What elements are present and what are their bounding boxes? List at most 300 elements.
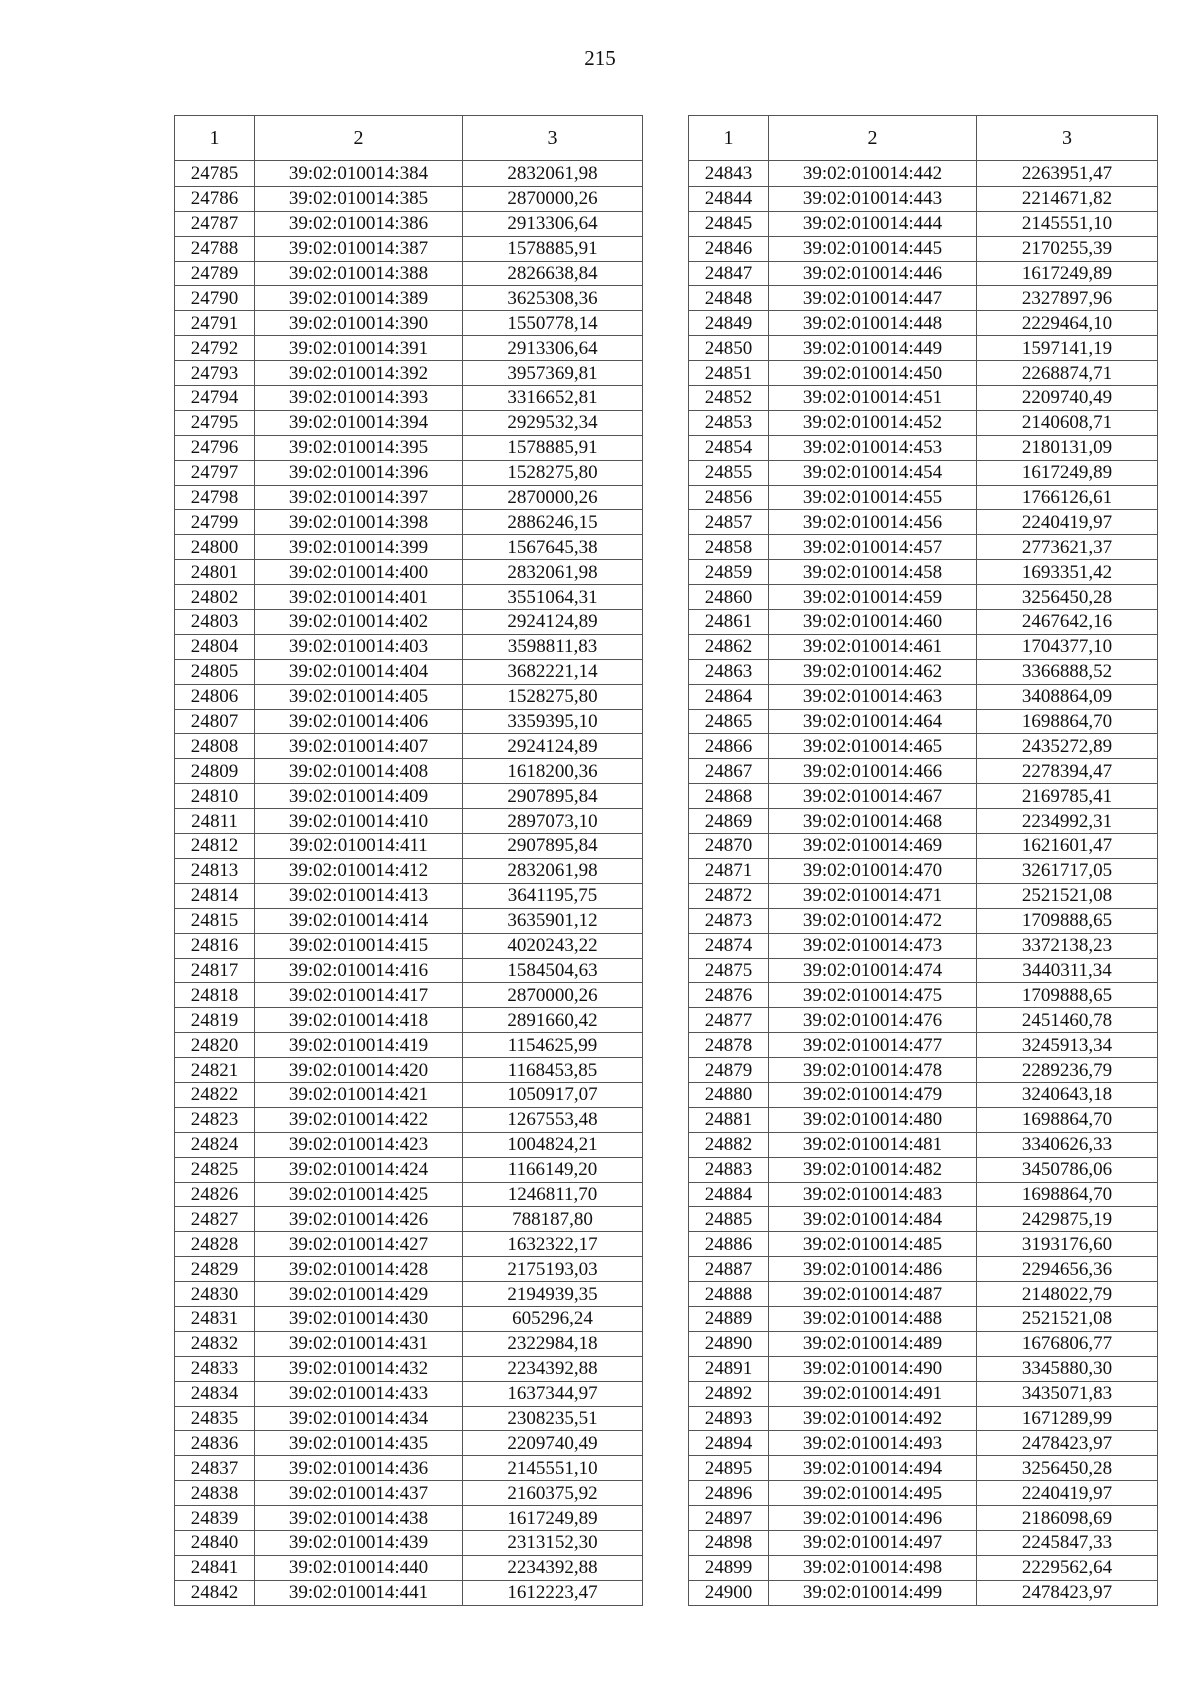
table-row: [175, 1033, 643, 1058]
table-row: [689, 933, 1158, 958]
cadastral-number-cell: 39:02:010014:427: [255, 1232, 463, 1257]
cadastral-number-cell: 39:02:010014:406: [255, 709, 463, 734]
table-row: [689, 1431, 1158, 1456]
cadastral-number-cell: 39:02:010014:431: [255, 1331, 463, 1356]
value-cell: 2435272,89: [977, 734, 1158, 759]
table-row: [689, 186, 1158, 211]
table-row: [175, 1207, 643, 1232]
cadastral-number-cell: 39:02:010014:420: [255, 1058, 463, 1083]
value-cell: 1693351,42: [977, 560, 1158, 585]
value-cell: 3440311,34: [977, 958, 1158, 983]
cadastral-number-cell: 39:02:010014:430: [255, 1306, 463, 1331]
cadastral-number-cell: 39:02:010014:403: [255, 634, 463, 659]
cadastral-number-cell: 39:02:010014:482: [769, 1157, 977, 1182]
value-cell: 3551064,31: [463, 585, 643, 610]
table-row: [689, 435, 1158, 460]
cadastral-number-cell: 39:02:010014:459: [769, 585, 977, 610]
cadastral-number-cell: 39:02:010014:497: [769, 1530, 977, 1555]
value-cell: 1637344,97: [463, 1381, 643, 1406]
row-number-cell: 24889: [689, 1306, 769, 1331]
cadastral-number-cell: 39:02:010014:435: [255, 1431, 463, 1456]
row-number-cell: 24848: [689, 286, 769, 311]
row-number-cell: 24830: [175, 1282, 255, 1307]
row-number-cell: 24786: [175, 186, 255, 211]
row-number-cell: 24802: [175, 585, 255, 610]
table-row: [175, 1182, 643, 1207]
cadastral-number-cell: 39:02:010014:432: [255, 1356, 463, 1381]
cadastral-number-cell: 39:02:010014:493: [769, 1431, 977, 1456]
row-number-cell: 24835: [175, 1406, 255, 1431]
cadastral-number-cell: 39:02:010014:384: [255, 161, 463, 187]
value-cell: 2145551,10: [977, 211, 1158, 236]
cadastral-number-cell: 39:02:010014:419: [255, 1033, 463, 1058]
row-number-cell: 24809: [175, 759, 255, 784]
row-number-cell: 24810: [175, 784, 255, 809]
table-row: [175, 336, 643, 361]
row-number-cell: 24864: [689, 684, 769, 709]
table-row: [175, 684, 643, 709]
row-number-cell: 24872: [689, 883, 769, 908]
row-number-cell: 24884: [689, 1182, 769, 1207]
row-number-cell: 24897: [689, 1506, 769, 1531]
table-row: [689, 634, 1158, 659]
row-number-cell: 24869: [689, 809, 769, 834]
value-cell: 2924124,89: [463, 734, 643, 759]
cadastral-number-cell: 39:02:010014:402: [255, 610, 463, 635]
row-number-cell: 24806: [175, 684, 255, 709]
value-cell: 2289236,79: [977, 1058, 1158, 1083]
table-row: [689, 1257, 1158, 1282]
cadastral-number-cell: 39:02:010014:425: [255, 1182, 463, 1207]
table-row: [175, 1381, 643, 1406]
table-row: [689, 211, 1158, 236]
value-cell: 2240419,97: [977, 510, 1158, 535]
value-cell: 2832061,98: [463, 560, 643, 585]
table-row: [175, 1530, 643, 1555]
value-cell: 2214671,82: [977, 186, 1158, 211]
value-cell: 2907895,84: [463, 784, 643, 809]
cadastral-number-cell: 39:02:010014:398: [255, 510, 463, 535]
value-cell: 2913306,64: [463, 211, 643, 236]
value-cell: 1578885,91: [463, 236, 643, 261]
value-cell: 1617249,89: [977, 261, 1158, 286]
value-cell: 3450786,06: [977, 1157, 1158, 1182]
row-number-cell: 24793: [175, 361, 255, 386]
row-number-cell: 24896: [689, 1481, 769, 1506]
row-number-cell: 24892: [689, 1381, 769, 1406]
table-row: [175, 410, 643, 435]
row-number-cell: 24853: [689, 410, 769, 435]
value-cell: 2180131,09: [977, 435, 1158, 460]
value-cell: 1612223,47: [463, 1580, 643, 1605]
value-cell: 2278394,47: [977, 759, 1158, 784]
table-row: [689, 1530, 1158, 1555]
cadastral-number-cell: 39:02:010014:456: [769, 510, 977, 535]
cadastral-number-cell: 39:02:010014:441: [255, 1580, 463, 1605]
value-cell: 2451460,78: [977, 1008, 1158, 1033]
row-number-cell: 24862: [689, 634, 769, 659]
right-data-table: [688, 115, 1158, 1606]
row-number-cell: 24821: [175, 1058, 255, 1083]
table-row: [689, 1082, 1158, 1107]
cadastral-number-cell: 39:02:010014:416: [255, 958, 463, 983]
row-number-cell: 24851: [689, 361, 769, 386]
value-cell: 1246811,70: [463, 1182, 643, 1207]
row-number-cell: 24819: [175, 1008, 255, 1033]
value-cell: 2913306,64: [463, 336, 643, 361]
row-number-cell: 24890: [689, 1331, 769, 1356]
cadastral-number-cell: 39:02:010014:442: [769, 161, 977, 187]
table-row: [175, 1257, 643, 1282]
table-row: [175, 1282, 643, 1307]
row-number-cell: 24874: [689, 933, 769, 958]
cadastral-number-cell: 39:02:010014:401: [255, 585, 463, 610]
cadastral-number-cell: 39:02:010014:436: [255, 1456, 463, 1481]
value-cell: 2897073,10: [463, 809, 643, 834]
row-number-cell: 24850: [689, 336, 769, 361]
table-row: [175, 610, 643, 635]
cadastral-number-cell: 39:02:010014:490: [769, 1356, 977, 1381]
row-number-cell: 24883: [689, 1157, 769, 1182]
row-number-cell: 24839: [175, 1506, 255, 1531]
row-number-cell: 24894: [689, 1431, 769, 1456]
cadastral-number-cell: 39:02:010014:491: [769, 1381, 977, 1406]
value-cell: 2327897,96: [977, 286, 1158, 311]
cadastral-number-cell: 39:02:010014:489: [769, 1331, 977, 1356]
value-cell: 2263951,47: [977, 161, 1158, 187]
row-number-cell: 24858: [689, 535, 769, 560]
table-row: [175, 908, 643, 933]
table-row: [175, 535, 643, 560]
cadastral-number-cell: 39:02:010014:492: [769, 1406, 977, 1431]
cadastral-number-cell: 39:02:010014:471: [769, 883, 977, 908]
table-row: [689, 1207, 1158, 1232]
value-cell: 3256450,28: [977, 1456, 1158, 1481]
row-number-cell: 24820: [175, 1033, 255, 1058]
value-cell: 605296,24: [463, 1306, 643, 1331]
table-row: [175, 361, 643, 386]
row-number-cell: 24895: [689, 1456, 769, 1481]
cadastral-number-cell: 39:02:010014:408: [255, 759, 463, 784]
cadastral-number-cell: 39:02:010014:429: [255, 1282, 463, 1307]
column-header-2: 2: [769, 116, 977, 161]
table-row: [175, 834, 643, 859]
value-cell: 2234392,88: [463, 1356, 643, 1381]
value-cell: 1617249,89: [463, 1506, 643, 1531]
row-number-cell: 24855: [689, 460, 769, 485]
column-header-3: 3: [977, 116, 1158, 161]
value-cell: 2308235,51: [463, 1406, 643, 1431]
value-cell: 2245847,33: [977, 1530, 1158, 1555]
value-cell: 1528275,80: [463, 460, 643, 485]
cadastral-number-cell: 39:02:010014:446: [769, 261, 977, 286]
table-row: [689, 1381, 1158, 1406]
cadastral-number-cell: 39:02:010014:475: [769, 983, 977, 1008]
cadastral-number-cell: 39:02:010014:424: [255, 1157, 463, 1182]
row-number-cell: 24880: [689, 1082, 769, 1107]
value-cell: 1618200,36: [463, 759, 643, 784]
value-cell: 2478423,97: [977, 1580, 1158, 1605]
cadastral-number-cell: 39:02:010014:423: [255, 1132, 463, 1157]
row-number-cell: 24840: [175, 1530, 255, 1555]
table-row: [689, 1306, 1158, 1331]
table-row: [175, 1107, 643, 1132]
cadastral-number-cell: 39:02:010014:455: [769, 485, 977, 510]
row-number-cell: 24807: [175, 709, 255, 734]
cadastral-number-cell: 39:02:010014:454: [769, 460, 977, 485]
row-number-cell: 24789: [175, 261, 255, 286]
cadastral-number-cell: 39:02:010014:488: [769, 1306, 977, 1331]
row-number-cell: 24823: [175, 1107, 255, 1132]
row-number-cell: 24837: [175, 1456, 255, 1481]
row-number-cell: 24887: [689, 1257, 769, 1282]
cadastral-number-cell: 39:02:010014:468: [769, 809, 977, 834]
cadastral-number-cell: 39:02:010014:451: [769, 386, 977, 411]
row-number-cell: 24833: [175, 1356, 255, 1381]
row-number-cell: 24854: [689, 435, 769, 460]
value-cell: 3598811,83: [463, 634, 643, 659]
value-cell: 1698864,70: [977, 1182, 1158, 1207]
cadastral-number-cell: 39:02:010014:395: [255, 435, 463, 460]
table-row: [175, 759, 643, 784]
value-cell: 1584504,63: [463, 958, 643, 983]
value-cell: 1567645,38: [463, 535, 643, 560]
cadastral-number-cell: 39:02:010014:452: [769, 410, 977, 435]
table-row: [175, 1232, 643, 1257]
cadastral-number-cell: 39:02:010014:407: [255, 734, 463, 759]
table-row: [689, 236, 1158, 261]
cadastral-number-cell: 39:02:010014:396: [255, 460, 463, 485]
cadastral-number-cell: 39:02:010014:417: [255, 983, 463, 1008]
row-number-cell: 24868: [689, 784, 769, 809]
cadastral-number-cell: 39:02:010014:386: [255, 211, 463, 236]
table-row: [175, 634, 643, 659]
cadastral-number-cell: 39:02:010014:426: [255, 1207, 463, 1232]
row-number-cell: 24860: [689, 585, 769, 610]
row-number-cell: 24791: [175, 311, 255, 336]
value-cell: 2891660,42: [463, 1008, 643, 1033]
table-header-row: [175, 116, 643, 161]
value-cell: 1766126,61: [977, 485, 1158, 510]
value-cell: 3372138,23: [977, 933, 1158, 958]
cadastral-number-cell: 39:02:010014:391: [255, 336, 463, 361]
value-cell: 2870000,26: [463, 485, 643, 510]
cadastral-number-cell: 39:02:010014:496: [769, 1506, 977, 1531]
row-number-cell: 24795: [175, 410, 255, 435]
value-cell: 3240643,18: [977, 1082, 1158, 1107]
cadastral-number-cell: 39:02:010014:495: [769, 1481, 977, 1506]
row-number-cell: 24867: [689, 759, 769, 784]
value-cell: 2268874,71: [977, 361, 1158, 386]
table-row: [175, 1008, 643, 1033]
cadastral-number-cell: 39:02:010014:385: [255, 186, 463, 211]
table-row: [175, 186, 643, 211]
value-cell: 2478423,97: [977, 1431, 1158, 1456]
cadastral-number-cell: 39:02:010014:484: [769, 1207, 977, 1232]
row-number-cell: 24785: [175, 161, 255, 187]
table-row: [175, 659, 643, 684]
table-row: [175, 286, 643, 311]
cadastral-number-cell: 39:02:010014:476: [769, 1008, 977, 1033]
table-row: [689, 883, 1158, 908]
value-cell: 3316652,81: [463, 386, 643, 411]
row-number-cell: 24788: [175, 236, 255, 261]
value-cell: 2521521,08: [977, 883, 1158, 908]
cadastral-number-cell: 39:02:010014:494: [769, 1456, 977, 1481]
cadastral-number-cell: 39:02:010014:464: [769, 709, 977, 734]
value-cell: 2194939,35: [463, 1282, 643, 1307]
table-row: [175, 460, 643, 485]
table-row: [689, 336, 1158, 361]
row-number-cell: 24873: [689, 908, 769, 933]
table-row: [689, 1157, 1158, 1182]
cadastral-number-cell: 39:02:010014:444: [769, 211, 977, 236]
row-number-cell: 24885: [689, 1207, 769, 1232]
cadastral-number-cell: 39:02:010014:443: [769, 186, 977, 211]
row-number-cell: 24815: [175, 908, 255, 933]
value-cell: 3245913,34: [977, 1033, 1158, 1058]
row-number-cell: 24804: [175, 634, 255, 659]
cadastral-number-cell: 39:02:010014:499: [769, 1580, 977, 1605]
row-number-cell: 24829: [175, 1257, 255, 1282]
row-number-cell: 24787: [175, 211, 255, 236]
value-cell: 3345880,30: [977, 1356, 1158, 1381]
value-cell: 2929532,34: [463, 410, 643, 435]
cadastral-number-cell: 39:02:010014:433: [255, 1381, 463, 1406]
table-row: [689, 1008, 1158, 1033]
cadastral-number-cell: 39:02:010014:487: [769, 1282, 977, 1307]
value-cell: 1698864,70: [977, 1107, 1158, 1132]
table-row: [689, 908, 1158, 933]
table-row: [689, 161, 1158, 187]
value-cell: 2175193,03: [463, 1257, 643, 1282]
value-cell: 1578885,91: [463, 435, 643, 460]
cadastral-number-cell: 39:02:010014:466: [769, 759, 977, 784]
table-row: [175, 485, 643, 510]
table-row: [175, 1356, 643, 1381]
row-number-cell: 24834: [175, 1381, 255, 1406]
cadastral-number-cell: 39:02:010014:434: [255, 1406, 463, 1431]
cadastral-number-cell: 39:02:010014:414: [255, 908, 463, 933]
cadastral-number-cell: 39:02:010014:389: [255, 286, 463, 311]
cadastral-number-cell: 39:02:010014:473: [769, 933, 977, 958]
table-row: [689, 1033, 1158, 1058]
cadastral-number-cell: 39:02:010014:399: [255, 535, 463, 560]
table-row: [689, 983, 1158, 1008]
row-number-cell: 24790: [175, 286, 255, 311]
cadastral-number-cell: 39:02:010014:405: [255, 684, 463, 709]
table-row: [175, 1580, 643, 1605]
cadastral-number-cell: 39:02:010014:393: [255, 386, 463, 411]
cadastral-number-cell: 39:02:010014:422: [255, 1107, 463, 1132]
table-row: [175, 211, 643, 236]
value-cell: 1550778,14: [463, 311, 643, 336]
row-number-cell: 24891: [689, 1356, 769, 1381]
row-number-cell: 24822: [175, 1082, 255, 1107]
row-number-cell: 24808: [175, 734, 255, 759]
column-header-1: 1: [689, 116, 769, 161]
cadastral-number-cell: 39:02:010014:483: [769, 1182, 977, 1207]
table-row: [689, 684, 1158, 709]
row-number-cell: 24857: [689, 510, 769, 535]
value-cell: 3625308,36: [463, 286, 643, 311]
cadastral-number-cell: 39:02:010014:472: [769, 908, 977, 933]
column-header-1: 1: [175, 116, 255, 161]
row-number-cell: 24828: [175, 1232, 255, 1257]
value-cell: 3256450,28: [977, 585, 1158, 610]
left-data-table: [174, 115, 643, 1606]
table-row: [175, 311, 643, 336]
row-number-cell: 24798: [175, 485, 255, 510]
table-row: [175, 236, 643, 261]
value-cell: 2234392,88: [463, 1555, 643, 1580]
row-number-cell: 24875: [689, 958, 769, 983]
row-number-cell: 24881: [689, 1107, 769, 1132]
row-number-cell: 24842: [175, 1580, 255, 1605]
value-cell: 2145551,10: [463, 1456, 643, 1481]
table-row: [175, 1481, 643, 1506]
table-row: [175, 1506, 643, 1531]
table-row: [689, 958, 1158, 983]
cadastral-number-cell: 39:02:010014:486: [769, 1257, 977, 1282]
value-cell: 1050917,07: [463, 1082, 643, 1107]
value-cell: 1004824,21: [463, 1132, 643, 1157]
table-row: [689, 361, 1158, 386]
value-cell: 2870000,26: [463, 983, 643, 1008]
cadastral-number-cell: 39:02:010014:445: [769, 236, 977, 261]
table-row: [689, 261, 1158, 286]
row-number-cell: 24876: [689, 983, 769, 1008]
row-number-cell: 24882: [689, 1132, 769, 1157]
row-number-cell: 24845: [689, 211, 769, 236]
table-row: [175, 386, 643, 411]
table-row: [689, 610, 1158, 635]
row-number-cell: 24899: [689, 1555, 769, 1580]
row-number-cell: 24863: [689, 659, 769, 684]
cadastral-number-cell: 39:02:010014:411: [255, 834, 463, 859]
cadastral-number-cell: 39:02:010014:397: [255, 485, 463, 510]
value-cell: 2160375,92: [463, 1481, 643, 1506]
value-cell: 2294656,36: [977, 1257, 1158, 1282]
table-row: [175, 734, 643, 759]
value-cell: 2240419,97: [977, 1481, 1158, 1506]
cadastral-number-cell: 39:02:010014:498: [769, 1555, 977, 1580]
table-row: [175, 883, 643, 908]
row-number-cell: 24803: [175, 610, 255, 635]
cadastral-number-cell: 39:02:010014:413: [255, 883, 463, 908]
value-cell: 1166149,20: [463, 1157, 643, 1182]
cadastral-number-cell: 39:02:010014:461: [769, 634, 977, 659]
table-row: [175, 435, 643, 460]
cadastral-number-cell: 39:02:010014:457: [769, 535, 977, 560]
row-number-cell: 24818: [175, 983, 255, 1008]
row-number-cell: 24836: [175, 1431, 255, 1456]
table-row: [175, 1456, 643, 1481]
row-number-cell: 24792: [175, 336, 255, 361]
table-row: [689, 585, 1158, 610]
table-row: [175, 1058, 643, 1083]
value-cell: 1709888,65: [977, 983, 1158, 1008]
cadastral-number-cell: 39:02:010014:392: [255, 361, 463, 386]
value-cell: 2832061,98: [463, 858, 643, 883]
cadastral-number-cell: 39:02:010014:458: [769, 560, 977, 585]
table-row: [175, 1082, 643, 1107]
row-number-cell: 24812: [175, 834, 255, 859]
cadastral-number-cell: 39:02:010014:447: [769, 286, 977, 311]
table-row: [689, 560, 1158, 585]
cadastral-number-cell: 39:02:010014:448: [769, 311, 977, 336]
row-number-cell: 24811: [175, 809, 255, 834]
